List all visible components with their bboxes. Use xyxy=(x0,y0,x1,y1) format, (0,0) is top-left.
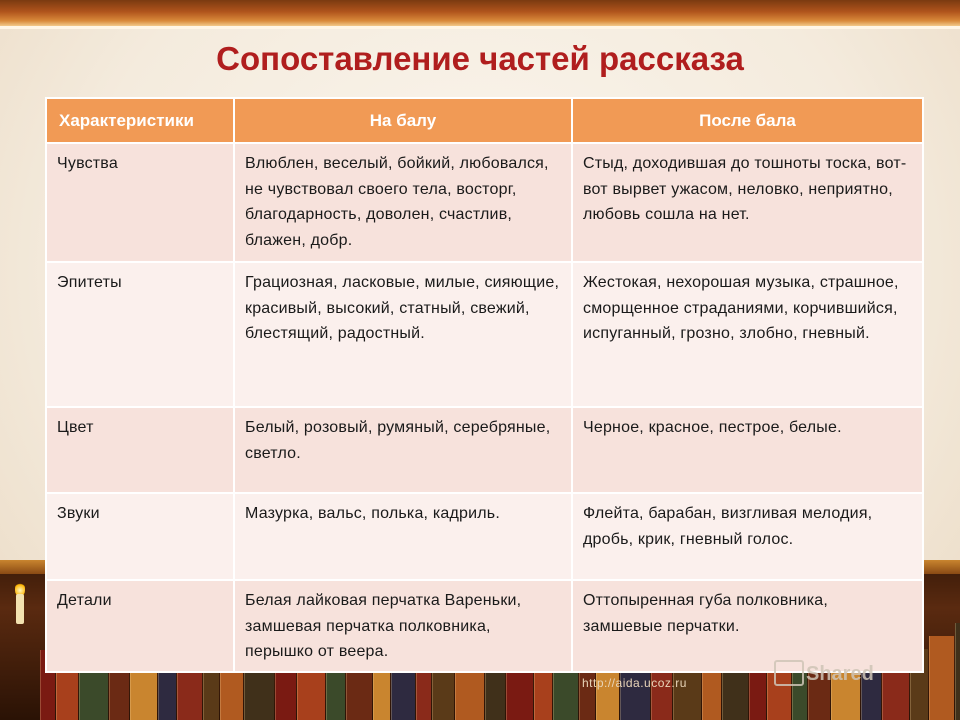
table-header-row xyxy=(46,98,923,143)
cell-after-ball: Жестокая, нехорошая музыка, страшное, сморщенное страданиями, корчившийся, испуганный, грозно, злобно, гневный. xyxy=(572,262,923,407)
header-at-ball: На балу xyxy=(234,98,572,143)
cell-at-ball: Белый, розовый, румяный, серебряные, светло. xyxy=(234,407,572,493)
cell-after-ball: Флейта, барабан, визгливая мелодия, дробь, крик, гневный голос. xyxy=(572,493,923,580)
table-row xyxy=(46,580,923,672)
footer-url: http://aida.ucoz.ru xyxy=(582,676,687,690)
cell-at-ball: Влюблен, веселый, бойкий, любовался, не чувствовал своего тела, восторг, благодарность, доволен, счастлив, блажен, добр. xyxy=(234,143,572,262)
top-decorative-band xyxy=(0,0,960,26)
table-row xyxy=(46,143,923,262)
cell-after-ball: Черное, красное, пестрое, белые. xyxy=(572,407,923,493)
cell-at-ball: Грациозная, ласковые, милые, сияющие, красивый, высокий, статный, свежий, блестящий, радостный. xyxy=(234,262,572,407)
cell-after-ball: Оттопыренная губа полковника, замшевые перчатки. xyxy=(572,580,923,672)
cell-at-ball: Белая лайковая перчатка Вареньки, замшевая перчатка полковника, перышко от веера. xyxy=(234,580,572,672)
row-label: Чувства xyxy=(46,143,234,262)
header-characteristics: Характеристики xyxy=(46,98,234,143)
row-label: Звуки xyxy=(46,493,234,580)
table-row xyxy=(46,493,923,580)
row-label: Детали xyxy=(46,580,234,672)
slide-title: Сопоставление частей рассказа xyxy=(216,40,744,77)
row-label: Цвет xyxy=(46,407,234,493)
header-after-ball: После бала xyxy=(572,98,923,143)
cell-at-ball: Мазурка, вальс, полька, кадриль. xyxy=(234,493,572,580)
comparison-table xyxy=(45,97,924,673)
candle-icon xyxy=(16,594,24,624)
book-spine xyxy=(929,636,954,720)
table-row xyxy=(46,262,923,407)
row-label: Эпитеты xyxy=(46,262,234,407)
watermark-text: Shared xyxy=(806,663,874,685)
share-icon xyxy=(774,660,804,686)
book-spine xyxy=(955,623,960,720)
cell-after-ball: Стыд, доходившая до тошноты тоска, вот-вот вырвет ужасом, неловко, неприятно, любовь сошла на нет. xyxy=(572,143,923,262)
table-row xyxy=(46,407,923,493)
